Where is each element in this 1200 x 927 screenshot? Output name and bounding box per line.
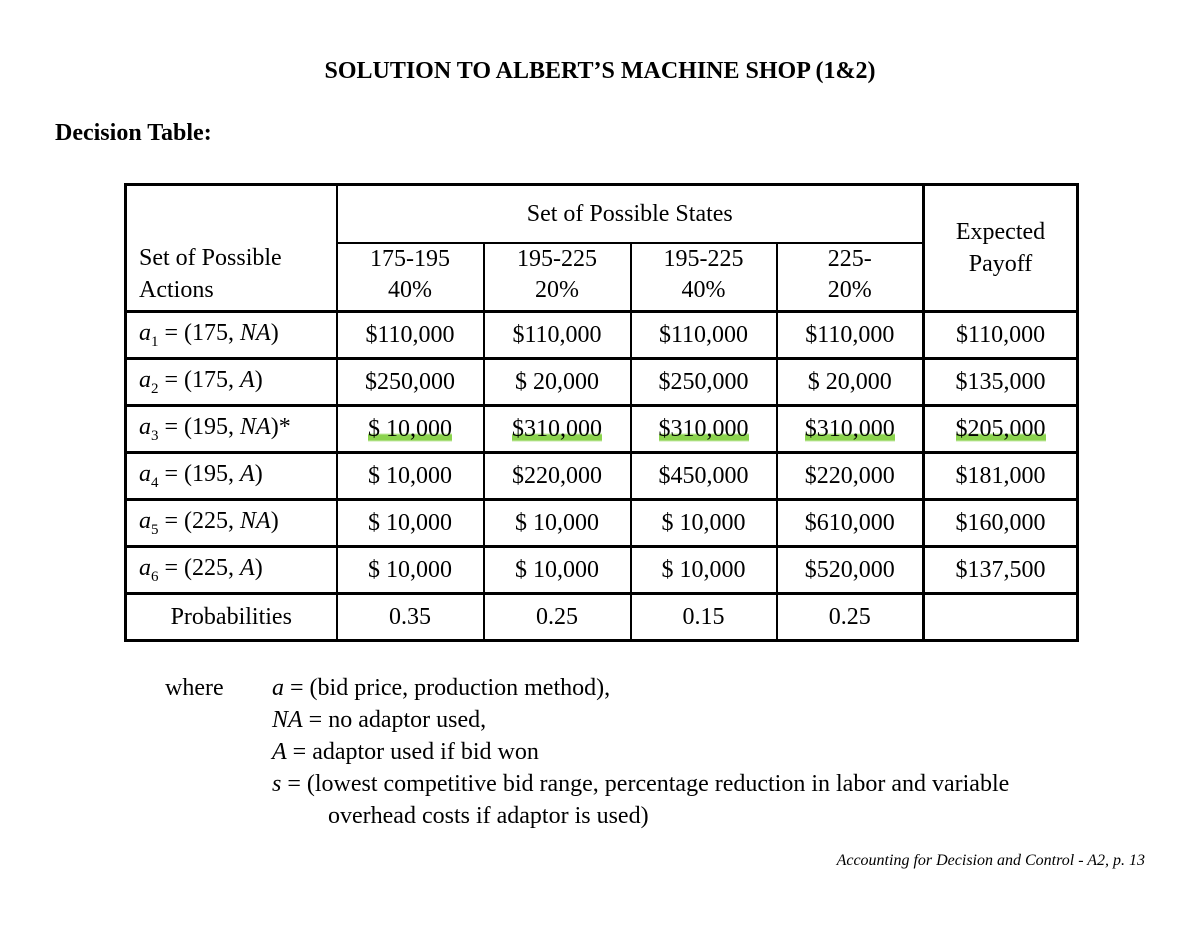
expected-payoff-cell: $135,000 (924, 359, 1078, 406)
expected-payoff-cell: $137,500 (924, 547, 1078, 594)
payoff-cell: $610,000 (777, 500, 924, 547)
table-row (126, 406, 1078, 453)
payoff-cell: $220,000 (484, 453, 631, 500)
payoff-cell: $ 20,000 (484, 359, 631, 406)
payoff-cell: $ 10,000 (631, 500, 777, 547)
payoff-cell: $ 20,000 (777, 359, 924, 406)
probability-cell: 0.25 (484, 594, 631, 641)
legend-where: where (165, 675, 224, 701)
action-label: $a_2 = (175$, A) (126, 359, 337, 406)
payoff-cell: $ 10,000 (484, 547, 631, 594)
payoff-cell: $ 10,000 (631, 547, 777, 594)
section-heading: Decision Table: (55, 120, 212, 146)
page-footer: Accounting for Decision and Control - A2, p. 13 (836, 852, 1145, 869)
action-label: $a_5 = (225$, NA) (126, 500, 337, 547)
action-label: $a_3 = (195$, NA)* (126, 406, 337, 453)
action-label: $a_4 = (195$, A) (126, 453, 337, 500)
payoff-cell: $110,000 (777, 312, 924, 359)
expected-payoff-header: Expected Payoff (924, 185, 1078, 312)
payoff-cell: $110,000 (631, 312, 777, 359)
payoff-cell: $310,000 (484, 406, 631, 453)
payoff-cell: $ 10,000 (484, 500, 631, 547)
payoff-cell: $110,000 (337, 312, 484, 359)
payoff-cell: $310,000 (777, 406, 924, 453)
page-title: SOLUTION TO ALBERT’S MACHINE SHOP (1&2) (324, 58, 876, 84)
table-row (126, 500, 1078, 547)
payoff-cell: $250,000 (631, 359, 777, 406)
table-row (126, 312, 1078, 359)
table-row (126, 453, 1078, 500)
payoff-cell: $450,000 (631, 453, 777, 500)
states-header: Set of Possible States (337, 185, 924, 244)
actions-header: Set of Possible Actions (126, 185, 337, 312)
payoff-cell: $110,000 (484, 312, 631, 359)
payoff-cell: $ 10,000 (337, 453, 484, 500)
table-row (126, 359, 1078, 406)
legend-line-s: s = (lowest competitive bid range, percentage reduction in labor and variable (272, 771, 1010, 797)
probability-cell: 0.35 (337, 594, 484, 641)
state-header-4: 225- 20% (777, 243, 924, 312)
state-header-1: 175-195 40% (337, 243, 484, 312)
probability-cell: 0.25 (777, 594, 924, 641)
probability-cell: 0.15 (631, 594, 777, 641)
payoff-cell: $310,000 (631, 406, 777, 453)
payoff-cell: $520,000 (777, 547, 924, 594)
legend-line-na: NA = no adaptor used, (272, 707, 487, 733)
payoff-cell: $ 10,000 (337, 547, 484, 594)
payoff-cell: $250,000 (337, 359, 484, 406)
expected-payoff-cell: $160,000 (924, 500, 1078, 547)
action-label: $a_1 = (175$, NA) (126, 312, 337, 359)
table-row (126, 547, 1078, 594)
expected-payoff-cell: $110,000 (924, 312, 1078, 359)
payoff-cell: $ 10,000 (337, 500, 484, 547)
expected-payoff-cell: $205,000 (924, 406, 1078, 453)
probabilities-label: Probabilities (126, 594, 337, 641)
payoff-cell: $220,000 (777, 453, 924, 500)
legend-line-s-cont: overhead costs if adaptor is used) (328, 803, 649, 829)
legend-line-adaptor: A = adaptor used if bid won (272, 739, 539, 765)
state-header-2: 195-225 20% (484, 243, 631, 312)
legend-line-a: a = (bid price, production method), (272, 675, 611, 701)
state-header-3: 195-225 40% (631, 243, 777, 312)
payoff-cell: $ 10,000 (337, 406, 484, 453)
empty-cell (924, 594, 1078, 641)
action-label: $a_6 = (225$, A) (126, 547, 337, 594)
decision-table (124, 183, 1079, 642)
expected-payoff-cell: $181,000 (924, 453, 1078, 500)
